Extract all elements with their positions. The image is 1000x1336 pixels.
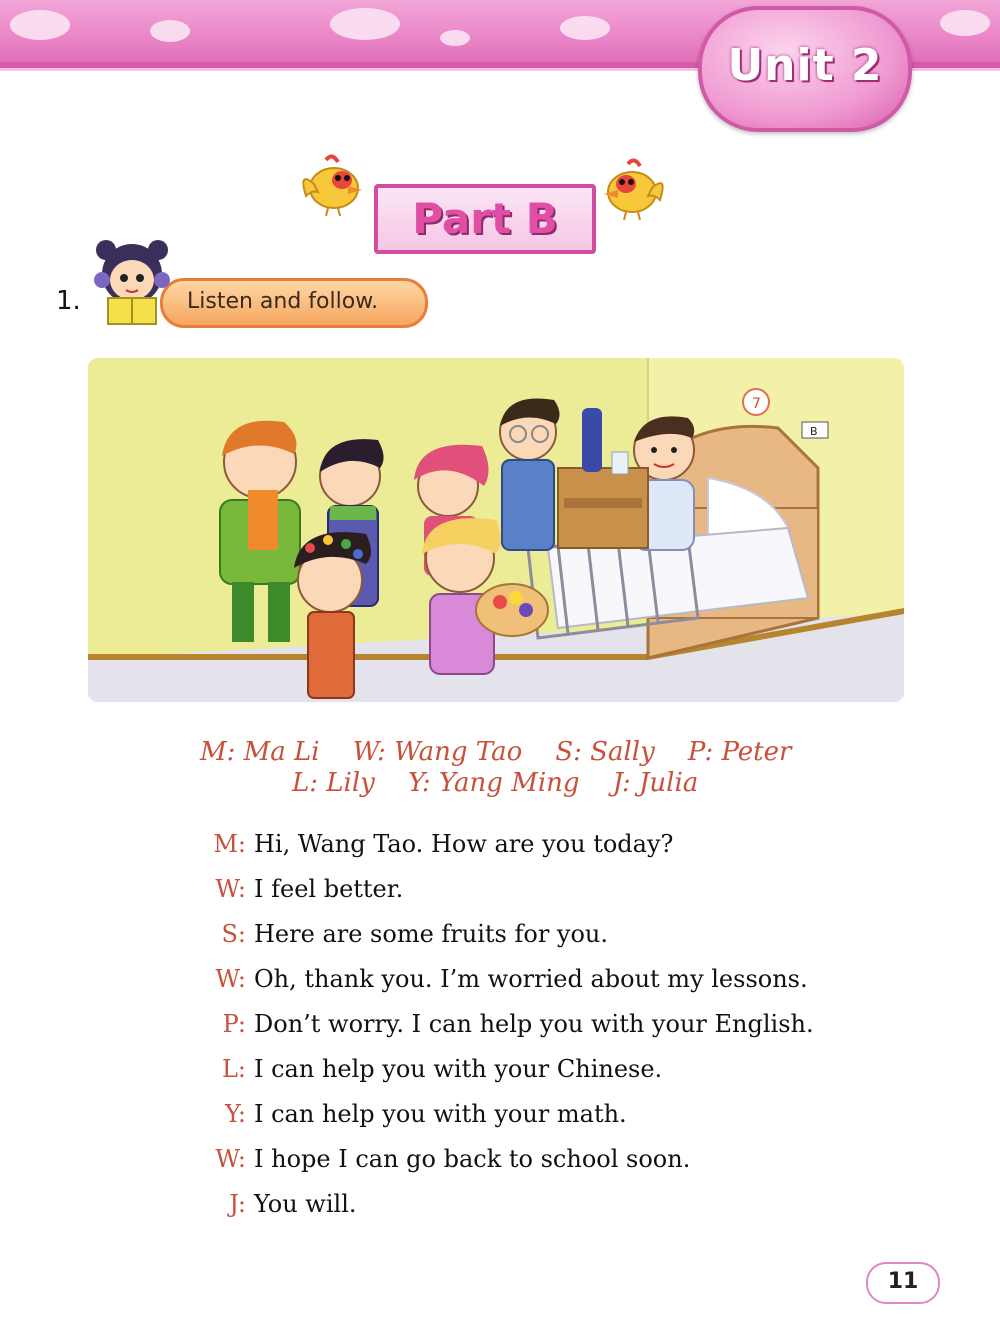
key-wang-tao: W: Wang Tao [352,737,523,767]
key-julia: J: Julia [612,768,699,798]
key-sally: S: Sally [555,737,655,767]
dialogue-line [0,875,1000,911]
dialogue-line [0,1190,1000,1226]
section-title-box [374,184,596,254]
exercise-number: 1. [56,286,81,316]
dialogue-line [0,830,1000,866]
dialogue-line [0,1010,1000,1046]
dialogue-line [0,1145,1000,1181]
speaker-label: J: [229,1190,246,1218]
instruction-text: Listen and follow. [187,289,379,314]
dialogue-line [0,920,1000,956]
dialogue-text: I hope I can go back to school soon. [254,1145,691,1173]
speaker-label: M: [213,830,246,858]
dialogue-text: Here are some fruits for you. [254,920,609,948]
dialogue-text: I feel better. [254,875,404,903]
speaker-label: W: [215,875,246,903]
clock-number: 7 [752,396,761,412]
speaker-label: S: [221,920,246,948]
key-lily: L: Lily [292,768,375,798]
hospital-scene-illustration [88,358,904,702]
unit-badge [698,6,912,132]
dialogue-line [0,1055,1000,1091]
dialogue-text: Oh, thank you. I’m worried about my lessons. [254,965,808,993]
unit-label: Unit 2 [727,40,883,91]
key-yang-ming: Y: Yang Ming [407,768,580,798]
speaker-label: W: [215,1145,246,1173]
key-peter: P: Peter [687,737,792,767]
dialogue-line [0,965,1000,1001]
character-key-row2 [292,768,698,798]
dialogue-text: I can help you with your Chinese. [254,1055,663,1083]
bird-left-icon [292,150,372,220]
key-ma-li: M: Ma Li [200,737,320,767]
character-key-row1 [200,737,791,767]
speaker-label: W: [215,965,246,993]
reading-kid-icon [90,236,174,328]
speaker-label: Y: [225,1100,246,1128]
instruction-pill [160,278,428,328]
dialogue-text: Hi, Wang Tao. How are you today? [254,830,674,858]
bird-right-icon [594,154,674,224]
dialogue-text: I can help you with your math. [254,1100,627,1128]
bed-sign: B [810,425,818,438]
page-number-badge [866,1262,940,1304]
dialogue-line [0,1100,1000,1136]
section-title: Part B [412,194,558,243]
speaker-label: L: [221,1055,246,1083]
dialogue-text: You will. [254,1190,357,1218]
page-number: 11 [887,1269,919,1294]
speaker-label: P: [222,1010,246,1038]
dialogue-text: Don’t worry. I can help you with your English. [254,1010,814,1038]
